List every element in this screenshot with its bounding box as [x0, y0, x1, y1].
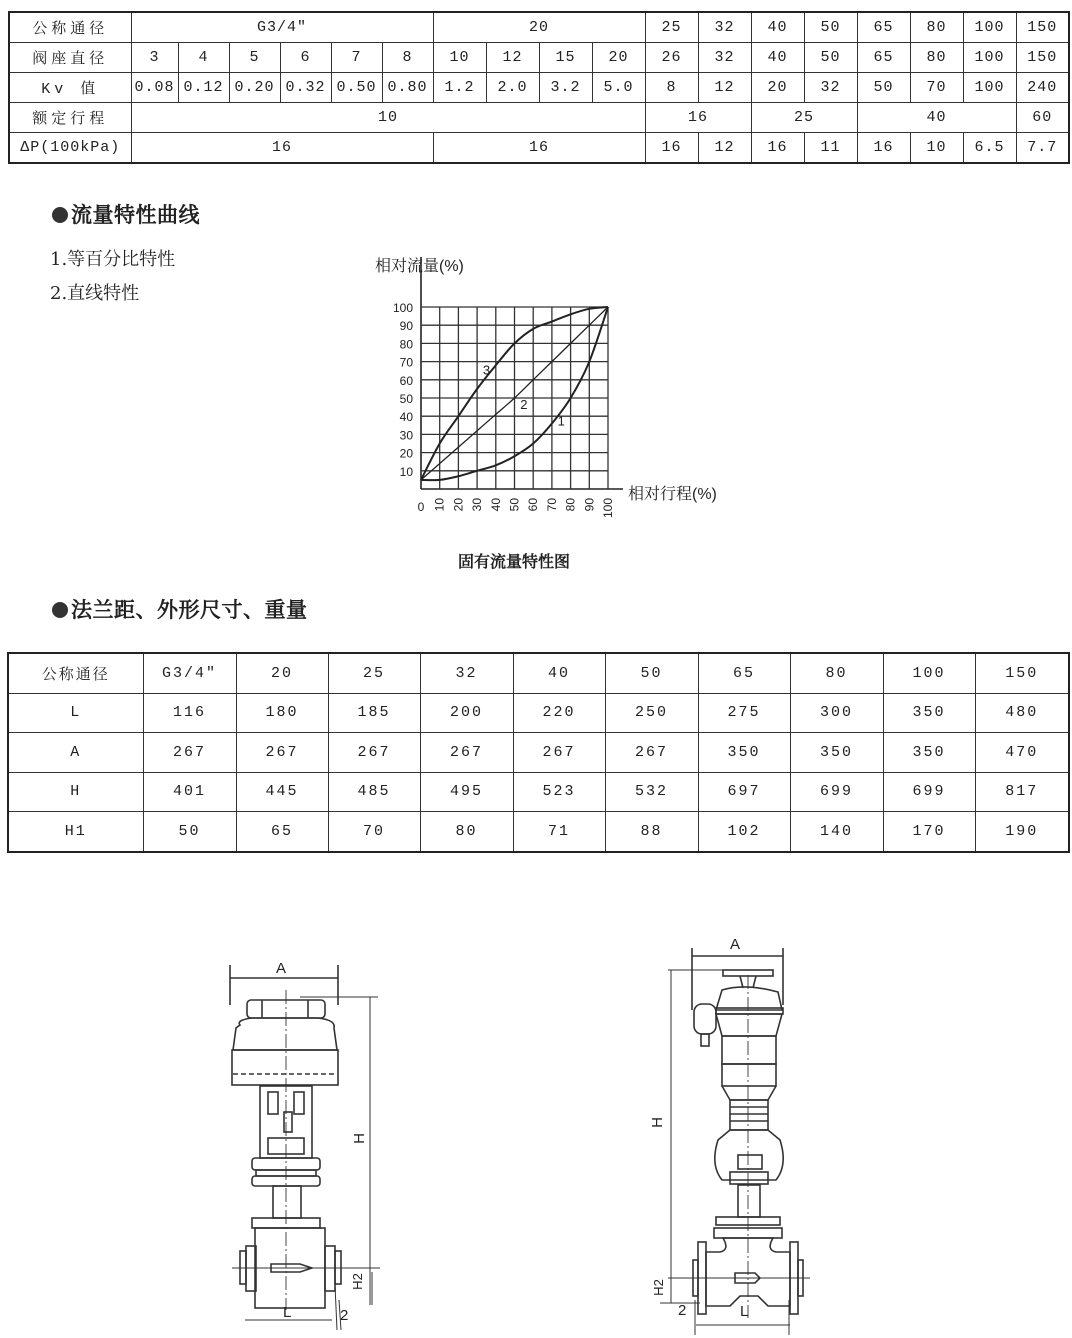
- cell: 267: [143, 733, 236, 773]
- cell: 26: [645, 43, 698, 73]
- svg-text:80: 80: [563, 498, 578, 512]
- flow-section-title-text: 流量特性曲线: [71, 203, 200, 227]
- svg-text:70: 70: [399, 355, 413, 370]
- right-label-H: H: [648, 1117, 666, 1128]
- header-cell: 25: [328, 653, 420, 693]
- cell: 480: [975, 693, 1069, 733]
- cell: 180: [236, 693, 328, 733]
- right-label-H2: H2: [650, 1279, 666, 1296]
- cell: 350: [790, 733, 883, 773]
- cell: 485: [328, 772, 420, 812]
- cell: 3.2: [539, 73, 592, 103]
- right-label-2: 2: [678, 1302, 687, 1319]
- svg-text:20: 20: [451, 498, 466, 512]
- right-label-L: L: [740, 1303, 749, 1320]
- cell: 10: [910, 133, 963, 164]
- cell: 20: [433, 12, 645, 43]
- cell: 20: [592, 43, 645, 73]
- cell: 70: [910, 73, 963, 103]
- cell: 80: [420, 812, 513, 852]
- cell: 65: [236, 812, 328, 852]
- cell: 12: [698, 133, 751, 164]
- cell: 60: [1016, 103, 1069, 133]
- svg-text:80: 80: [399, 337, 413, 352]
- cell: 0.08: [131, 73, 178, 103]
- header-cell: 65: [698, 653, 790, 693]
- valve-drawing-electric-actuator: [200, 955, 400, 1335]
- chart-ylabel: 相对流量(%): [375, 258, 464, 275]
- bullet-icon: [52, 207, 68, 223]
- header-cell: 150: [975, 653, 1069, 693]
- cell: 100: [963, 73, 1016, 103]
- row-label: 公称通径: [9, 12, 131, 43]
- header-cell: 40: [513, 653, 605, 693]
- cell: 50: [143, 812, 236, 852]
- chart-title: 固有流量特性图: [458, 554, 571, 571]
- cell: 10: [433, 43, 486, 73]
- header-cell: 32: [420, 653, 513, 693]
- cell: 699: [790, 772, 883, 812]
- cell: 267: [420, 733, 513, 773]
- cell: 25: [645, 12, 698, 43]
- header-cell: 100: [883, 653, 975, 693]
- cell: 12: [698, 73, 751, 103]
- cell: 6: [280, 43, 331, 73]
- cell: 32: [698, 12, 751, 43]
- table-row-L: [8, 693, 1069, 733]
- cell: 11: [804, 133, 857, 164]
- svg-text:30: 30: [399, 428, 413, 443]
- header-cell: 80: [790, 653, 883, 693]
- cell: 20: [751, 73, 804, 103]
- cell: 100: [963, 12, 1016, 43]
- row-nominal-diameter: [9, 12, 1069, 43]
- bullet-icon: [52, 602, 68, 618]
- left-label-2: 2: [340, 1307, 349, 1324]
- table-row-A: [8, 733, 1069, 773]
- svg-text:100: 100: [392, 301, 413, 315]
- svg-text:50: 50: [399, 392, 413, 406]
- cell: 16: [131, 133, 433, 164]
- cell: 250: [605, 693, 698, 733]
- cell: 495: [420, 772, 513, 812]
- cell: 300: [790, 693, 883, 733]
- cell: 40: [857, 103, 1016, 133]
- cell: 817: [975, 772, 1069, 812]
- dimension-table: [7, 652, 1070, 853]
- cell: 240: [1016, 73, 1069, 103]
- cell: 350: [883, 733, 975, 773]
- cell: 150: [1016, 43, 1069, 73]
- cell: 8: [382, 43, 433, 73]
- svg-text:10: 10: [432, 498, 447, 512]
- row-rated-stroke: [9, 103, 1069, 133]
- svg-text:60: 60: [399, 373, 413, 388]
- cell: 40: [751, 43, 804, 73]
- cell: 71: [513, 812, 605, 852]
- row-label: A: [8, 733, 143, 773]
- header-cell: 公称通径: [8, 653, 143, 693]
- cell: 50: [804, 43, 857, 73]
- cell: 220: [513, 693, 605, 733]
- cell: 2.0: [486, 73, 539, 103]
- cell: 80: [910, 43, 963, 73]
- cell: 16: [857, 133, 910, 164]
- cell: 10: [131, 103, 645, 133]
- svg-text:3: 3: [482, 362, 491, 378]
- cell: 50: [804, 12, 857, 43]
- cell: 3: [131, 43, 178, 73]
- flow-item-1: 1.等百分比特性: [50, 249, 176, 270]
- cell: 16: [645, 103, 751, 133]
- cell: 445: [236, 772, 328, 812]
- cell: 0.12: [178, 73, 229, 103]
- cell: 40: [751, 12, 804, 43]
- cell: 275: [698, 693, 790, 733]
- flow-characteristic-chart: [360, 240, 780, 580]
- cell: 267: [328, 733, 420, 773]
- cell: 0.50: [331, 73, 382, 103]
- svg-text:100: 100: [601, 498, 615, 519]
- cell: 65: [857, 12, 910, 43]
- cell: 150: [1016, 12, 1069, 43]
- row-label: 阀座直径: [9, 43, 131, 73]
- cell: 4: [178, 43, 229, 73]
- left-label-L: L: [283, 1304, 292, 1321]
- cell: 7: [331, 43, 382, 73]
- row-label: H: [8, 772, 143, 812]
- svg-text:50: 50: [507, 498, 522, 512]
- cell: 80: [910, 12, 963, 43]
- svg-text:20: 20: [399, 446, 413, 461]
- cell: 697: [698, 772, 790, 812]
- row-label: L: [8, 693, 143, 733]
- cell: 70: [328, 812, 420, 852]
- chart-text: [393, 301, 615, 518]
- cell: 88: [605, 812, 698, 852]
- cell: 200: [420, 693, 513, 733]
- left-label-H: H: [350, 1133, 368, 1144]
- svg-text:10: 10: [399, 464, 413, 479]
- svg-text:40: 40: [488, 498, 503, 512]
- right-label-A: A: [730, 936, 741, 953]
- cell: 12: [486, 43, 539, 73]
- cell: 140: [790, 812, 883, 852]
- cell: 16: [751, 133, 804, 164]
- cell: 16: [645, 133, 698, 164]
- cell: 0.80: [382, 73, 433, 103]
- left-label-H2: H2: [349, 1273, 365, 1290]
- svg-text:1: 1: [557, 413, 565, 429]
- svg-text:70: 70: [544, 498, 559, 512]
- row-label: Kv 值: [9, 73, 131, 103]
- cell: 65: [857, 43, 910, 73]
- cell: 16: [433, 133, 645, 164]
- dim-section-title-text: 法兰距、外形尺寸、重量: [71, 598, 308, 622]
- chart-xlabel: 相对行程(%): [628, 486, 717, 503]
- header-cell: 50: [605, 653, 698, 693]
- cell: 185: [328, 693, 420, 733]
- cell: 532: [605, 772, 698, 812]
- cell: 32: [698, 43, 751, 73]
- cell: 267: [513, 733, 605, 773]
- svg-text:30: 30: [470, 498, 485, 512]
- cell: 350: [698, 733, 790, 773]
- svg-text:0: 0: [417, 500, 425, 514]
- svg-text:60: 60: [526, 498, 541, 512]
- cell: 116: [143, 693, 236, 733]
- cell: 170: [883, 812, 975, 852]
- table-row-H1: [8, 812, 1069, 852]
- cell: 32: [804, 73, 857, 103]
- dim-section-title: [52, 594, 308, 624]
- left-label-A: A: [276, 960, 287, 977]
- cell: 523: [513, 772, 605, 812]
- svg-text:90: 90: [399, 319, 413, 334]
- cell: 100: [963, 43, 1016, 73]
- table-row-H: [8, 772, 1069, 812]
- cell: 0.20: [229, 73, 280, 103]
- cell: 401: [143, 772, 236, 812]
- cell: 102: [698, 812, 790, 852]
- row-kv: [9, 73, 1069, 103]
- cell: 5.0: [592, 73, 645, 103]
- cell: 470: [975, 733, 1069, 773]
- cell: 5: [229, 43, 280, 73]
- row-label: 额定行程: [9, 103, 131, 133]
- spec-table: [8, 11, 1070, 164]
- cell: 1.2: [433, 73, 486, 103]
- row-seat-diameter: [9, 43, 1069, 73]
- cell: 6.5: [963, 133, 1016, 164]
- cell: G3/4″: [131, 12, 433, 43]
- cell: 8: [645, 73, 698, 103]
- flow-section-title: [52, 199, 200, 229]
- svg-text:40: 40: [399, 410, 413, 425]
- row-label: ΔP(100kPa): [9, 133, 131, 164]
- cell: 25: [751, 103, 857, 133]
- cell: 350: [883, 693, 975, 733]
- cell: 267: [236, 733, 328, 773]
- cell: 0.32: [280, 73, 331, 103]
- dim-header-row: [8, 653, 1069, 693]
- cell: 15: [539, 43, 592, 73]
- flow-item-2: 2.直线特性: [50, 283, 140, 304]
- cell: 50: [857, 73, 910, 103]
- cell: 699: [883, 772, 975, 812]
- svg-text:2: 2: [520, 396, 528, 412]
- svg-text:90: 90: [582, 498, 597, 512]
- header-cell: G3/4″: [143, 653, 236, 693]
- cell: 190: [975, 812, 1069, 852]
- cell: 267: [605, 733, 698, 773]
- valve-drawing-pneumatic-actuator: [630, 935, 830, 1335]
- row-label: H1: [8, 812, 143, 852]
- row-delta-p: [9, 133, 1069, 164]
- header-cell: 20: [236, 653, 328, 693]
- cell: 7.7: [1016, 133, 1069, 164]
